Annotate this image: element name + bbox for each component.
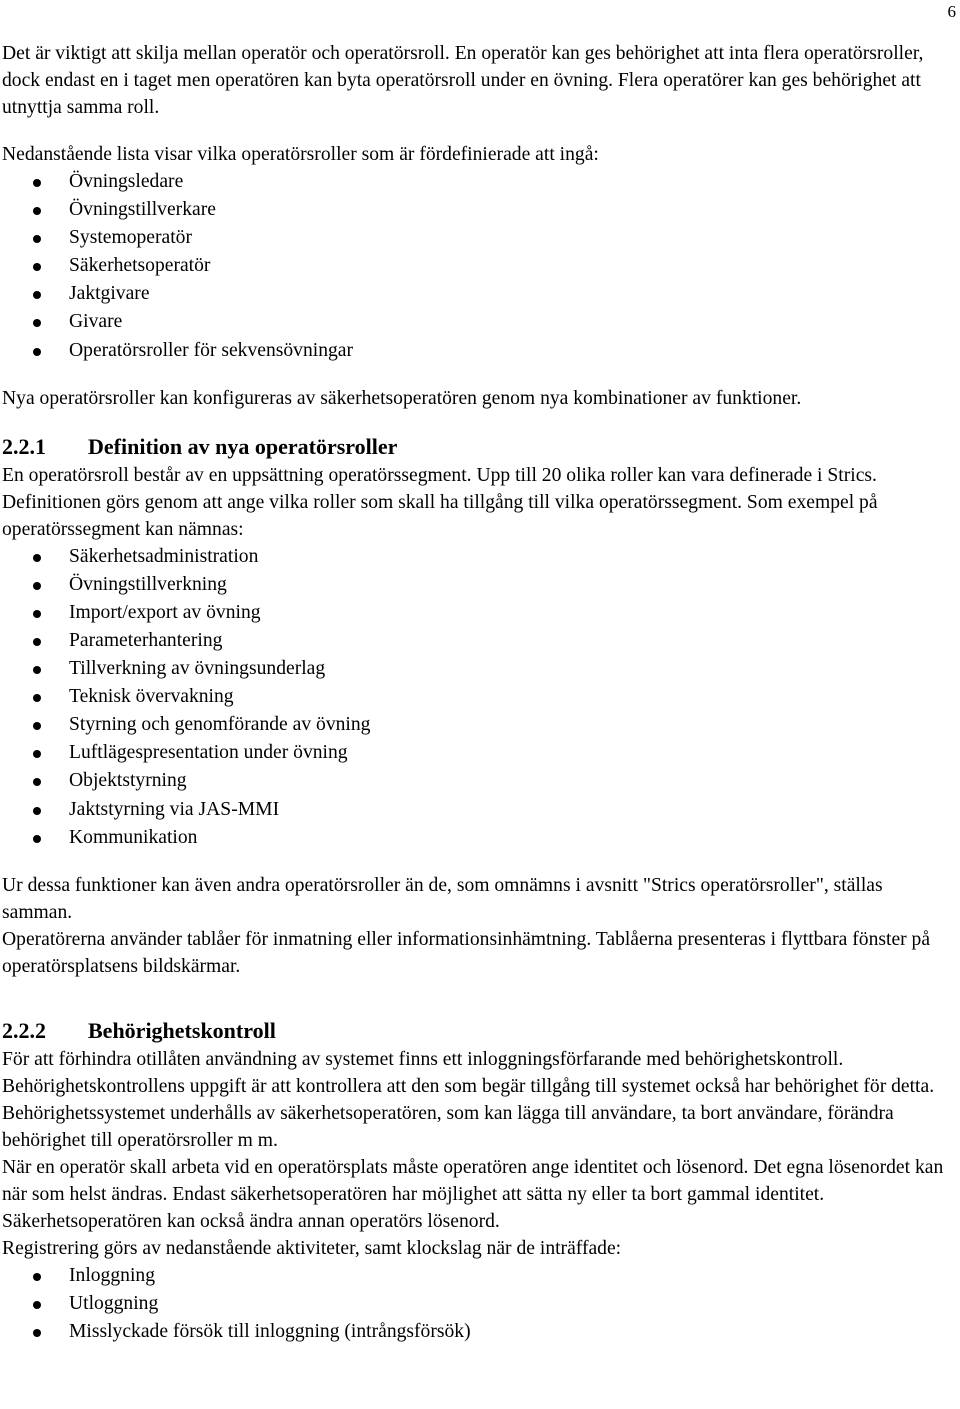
section-2-2-1-body: En operatörsroll består av en uppsättning operatörssegment. Upp till 20 olika roller kan vara definerade i Strics. Definitionen görs genom att ange vilka roller som skall ha tillgång till vilka operatörssegment. Som exempel på operatörssegment kan nämnas: xyxy=(2,464,878,540)
document-page xyxy=(2,40,954,1346)
section-2-2-2-body-1: För att förhindra otillåten användning av systemet finns ett inloggningsförfarande med behörighetskontroll. Behörighetskontrollens uppgift är att kontrollera att den som begär tillgång till systemet också har behörighet för detta. Behörighetssystemet underhålls av säkerhetsoperatören, som kan lägga till användare, ta bort användare, förändra behörighet till operatörsroller m m. xyxy=(2,1048,935,1151)
list-item: Import/export av övning xyxy=(2,599,954,627)
roles-intro: Nedanstående lista visar vilka operatörsroller som är fördefinierade att ingå: xyxy=(2,144,599,165)
list-item: Tillverkning av övningsunderlag xyxy=(2,655,954,683)
list-item: Säkerhetsoperatör xyxy=(2,252,954,280)
list-item: Luftlägespresentation under övning xyxy=(2,739,954,767)
predefined-roles-list xyxy=(2,168,954,365)
list-item: Teknisk övervakning xyxy=(2,683,954,711)
list-item: Misslyckade försök till inloggning (intrångsförsök) xyxy=(2,1318,954,1346)
list-item: Övningstillverkare xyxy=(2,196,954,224)
list-item: Objektstyrning xyxy=(2,767,954,795)
section-2-2-2-body-3: Registrering görs av nedanstående aktiviteter, samt klockslag när de inträffade: xyxy=(2,1237,622,1259)
list-item: Utloggning xyxy=(2,1290,954,1318)
segments-list xyxy=(2,543,954,852)
intro-paragraph: Det är viktigt att skilja mellan operatör och operatörsroll. En operatör kan ges behörighet att inta flera operatörsroller, dock endast en i taget men operatören kan byta operatörsroll under en övning. Flera operatörer kan ges behörighet att utnyttja samma roll. xyxy=(2,43,924,118)
list-item: Systemoperatör xyxy=(2,224,954,252)
list-item: Inloggning xyxy=(2,1262,954,1290)
list-item: Övningstillverkning xyxy=(2,571,954,599)
section-title: Definition av nya operatörsroller xyxy=(88,433,398,459)
list-item: Övningsledare xyxy=(2,168,954,196)
page-number: 6 xyxy=(947,2,956,21)
section-title: Behörighetskontroll xyxy=(88,1017,276,1043)
new-roles-text: Nya operatörsroller kan konfigureras av säkerhetsoperatören genom nya kombinationer av funktioner. xyxy=(2,387,802,409)
list-item: Parameterhantering xyxy=(2,627,954,655)
list-item: Givare xyxy=(2,308,954,336)
section-heading-2-2-1 xyxy=(2,432,954,462)
section-heading-2-2-2 xyxy=(2,1016,954,1046)
list-item: Säkerhetsadministration xyxy=(2,543,954,571)
section-2-2-1-after-2: Operatörerna använder tablåer för inmatning eller informationsinhämtning. Tablåerna presenteras i flyttbara fönster på operatörsplatsens bildskärmar. xyxy=(2,928,931,977)
section-number: 2.2.2 xyxy=(2,1017,46,1043)
section-2-2-2-body-2: När en operatör skall arbeta vid en operatörsplats måste operatören ange identitet och lösenord. Det egna lösenordet kan när som helst ändras. Endast säkerhetsoperatören har möjlighet att sätta ny eller ta bort gammal identitet. Säkerhetsoperatören kan också ändra annan operatörs lösenord. xyxy=(2,1156,944,1232)
activities-list xyxy=(2,1262,954,1346)
section-2-2-1-after-1: Ur dessa funktioner kan även andra operatörsroller än de, som omnämns i avsnitt "Strics operatörsroller", ställas samman. xyxy=(2,874,883,923)
list-item: Operatörsroller för sekvensövningar xyxy=(2,337,954,365)
list-item: Kommunikation xyxy=(2,824,954,852)
list-item: Jaktstyrning via JAS-MMI xyxy=(2,796,954,824)
list-item: Styrning och genomförande av övning xyxy=(2,711,954,739)
section-number: 2.2.1 xyxy=(2,433,46,459)
list-item: Jaktgivare xyxy=(2,280,954,308)
